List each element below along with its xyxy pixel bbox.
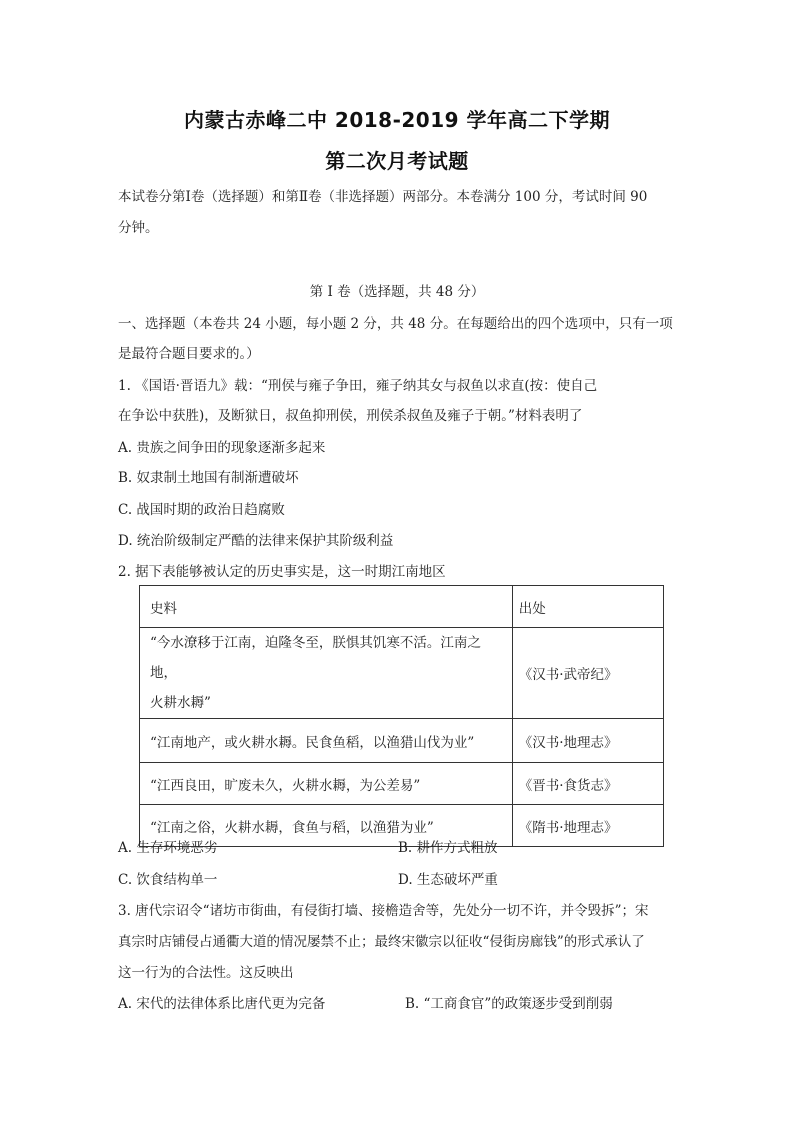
question-3-option-b: B. “工商食官”的政策逐步受到削弱 — [405, 996, 613, 1012]
table-cell-quote: “江西良田，旷废未久，火耕水耨，为公差易” — [140, 763, 513, 805]
instructions-text: 是最符合题目要求的。） — [118, 346, 260, 362]
table-cell-origin: 《汉书·地理志》 — [512, 719, 663, 763]
table-row — [140, 628, 664, 719]
question-1-option-d: D. 统治阶级制定严酷的法律来保护其阶级利益 — [118, 533, 394, 549]
intro-text: 分钟。 — [118, 220, 159, 236]
table-row — [140, 763, 664, 805]
table-cell-quote: “江南之俗，火耕水耨，食鱼与稻，以渔猎为业” — [140, 805, 513, 847]
table-cell-quote: “江南地产，或火耕水耨。民食鱼稻，以渔猎山伐为业” — [140, 719, 513, 763]
table-cell-origin: 《晋书·食货志》 — [512, 763, 663, 805]
table-header-source: 史料 — [140, 586, 513, 628]
question-2-option-c: C. 饮食结构单一 — [118, 872, 218, 888]
question-2-stem: 2. 据下表能够被认定的历史事实是，这一时期江南地区 — [118, 564, 446, 580]
table-cell-quote — [140, 628, 513, 719]
table-header-row — [140, 586, 664, 628]
table-cell-origin: 《隋书·地理志》 — [512, 805, 663, 847]
question-3-stem: 这一行为的合法性。这反映出 — [118, 965, 294, 981]
section-header: 第 Ⅰ 卷（选择题，共 48 分） — [309, 284, 485, 300]
intro-text: 本试卷分第Ⅰ卷（选择题）和第Ⅱ卷（非选择题）两部分。本卷满分 100 分，考试时间 90 — [118, 189, 648, 205]
exam-subtitle: 第二次月考试题 — [325, 149, 469, 173]
table-cell-origin: 《汉书·武帝纪》 — [512, 628, 663, 719]
quote-line: 火耕水耨” — [150, 695, 211, 711]
question-1-stem: 1. 《国语·晋语九》载：“刑侯与雍子争田，雍子纳其女与叔鱼以求直(按：使自己 — [118, 378, 598, 394]
question-1-option-a: A. 贵族之间争田的现象逐渐多起来 — [118, 440, 326, 456]
question-2-option-d: D. 生态破坏严重 — [398, 872, 498, 888]
table-row — [140, 719, 664, 763]
source-table — [139, 585, 664, 847]
question-3-option-a: A. 宋代的法律体系比唐代更为完备 — [118, 996, 326, 1012]
table-header-origin: 出处 — [512, 586, 663, 628]
question-1-option-b: B. 奴隶制土地国有制渐遭破坏 — [118, 470, 299, 486]
question-1-stem: 在争讼中获胜)，及断狱日，叔鱼抑刑侯，刑侯杀叔鱼及雍子于朝。”材料表明了 — [118, 408, 583, 424]
question-1-option-c: C. 战国时期的政治日趋腐败 — [118, 502, 285, 518]
question-2-option-a: A. 生存环境恶劣 — [118, 840, 218, 856]
exam-title: 内蒙古赤峰二中 2018-2019 学年高二下学期 — [183, 108, 611, 132]
instructions-text: 一、选择题（本卷共 24 小题，每小题 2 分，共 48 分。在每题给出的四个选项中，只有一项 — [118, 316, 673, 332]
quote-line: “今水潦移于江南，迫隆冬至，朕惧其饥寒不活。江南之地， — [150, 635, 481, 681]
question-3-stem: 3. 唐代宗诏令“诸坊市街曲，有侵街打墙、接檐造舍等，先处分一切不许，并令毁拆”；宋 — [118, 903, 649, 919]
question-2-option-b: B. 耕作方式粗放 — [398, 840, 498, 856]
question-3-stem: 真宗时店铺侵占通衢大道的情况屡禁不止；最终宋徽宗以征收“侵街房廊钱”的形式承认了 — [118, 934, 645, 950]
